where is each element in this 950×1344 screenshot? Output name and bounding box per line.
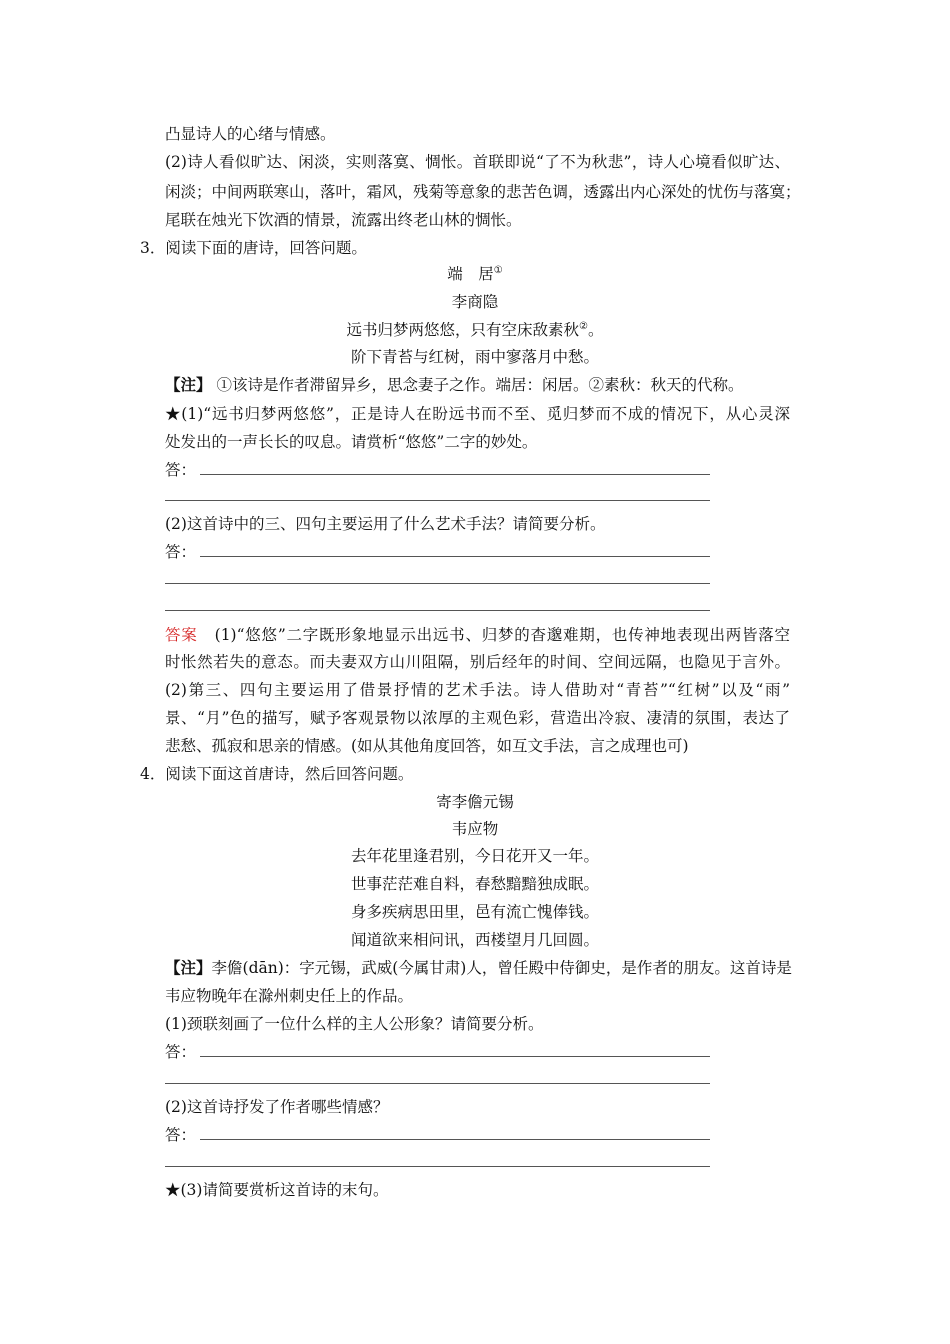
question-3-2: (2)这首诗中的三、四句主要运用了什么艺术手法？请简要分析。 [165, 515, 606, 533]
poem1-line: 阶下青苔与红树，雨中寥落月中愁。 [350, 348, 599, 366]
note-2: 韦应物晚年在滁州刺史任上的作品。 [165, 987, 414, 1005]
question-4-3: ★(3)请简要赏析这首诗的末句。 [165, 1181, 389, 1199]
answer-line[interactable] [165, 1083, 710, 1084]
poem1-author: 李商隐 [451, 293, 499, 311]
answer-text: (2)第三、四句主要运用了借景抒情的艺术手法。诗人借助对“青苔”“红树”以及“雨” [165, 681, 790, 699]
text-line: 尾联在烛光下饮酒的情景，流露出终老山林的惆怅。 [165, 211, 522, 229]
answer-label: 答： [165, 1043, 197, 1061]
answer-text: 时怅然若失的意态。而夫妻双方山川阻隔，别后经年的时间、空间远隔，也隐见于言外。 [165, 653, 790, 671]
answer-line[interactable] [200, 556, 710, 557]
poem2-line: 闻道欲来相问讯，西楼望月几回圆。 [350, 931, 599, 949]
question-4-heading: 4．阅读下面这首唐诗，然后回答问题。 [140, 765, 414, 783]
poem2-line: 身多疾病思田里，邑有流亡愧俸钱。 [350, 903, 599, 921]
question-4-2: (2)这首诗抒发了作者哪些情感？ [165, 1098, 389, 1116]
poem2-line: 去年花里逢君别，今日花开又一年。 [350, 847, 599, 865]
text-line: 凸显诗人的心绪与情感。 [165, 125, 336, 143]
answer-line[interactable] [200, 474, 710, 475]
answer-line[interactable] [200, 1056, 710, 1057]
answer-label: 答： [165, 543, 197, 561]
poem2-line: 世事茫茫难自料，春愁黯黯独成眠。 [350, 875, 599, 893]
answer-text: 景、“月”色的描写，赋予客观景物以浓厚的主观色彩，营造出冷寂、凄清的氛围，表达了 [165, 709, 790, 727]
poem2-author: 韦应物 [451, 820, 499, 838]
text-line: (2)诗人看似旷达、闲淡，实则落寞、惆怅。首联即说“了不为秋悲”，诗人心境看似旷达、 [165, 153, 790, 171]
poem1-title: 端 居① [447, 264, 503, 283]
answer-line[interactable] [165, 610, 710, 611]
answer-tag: 答案 [165, 626, 198, 644]
answer-line[interactable] [200, 1139, 710, 1140]
answer-line[interactable] [165, 500, 710, 501]
answer-line[interactable] [165, 1166, 710, 1167]
question-3-1: ★(1)“远书归梦两悠悠”，正是诗人在盼远书而不至、觅归梦而不成的情况下，从心灵深 [165, 405, 790, 423]
note-2: 【注】李儋(dān)：字元锡，武威(今属甘肃)人，曾任殿中侍御史，是作者的朋友。这首诗是 [165, 958, 792, 977]
note-1: 【注】 ①该诗是作者滞留异乡，思念妻子之作。端居：闲居。②素秋：秋天的代称。 [165, 375, 744, 394]
question-4-1: (1)颈联刻画了一位什么样的主人公形象？请简要分析。 [165, 1015, 544, 1033]
poem2-title: 寄李儋元锡 [436, 793, 514, 811]
footnote-marker: ① [493, 264, 503, 276]
question-3-1: 处发出的一声长长的叹息。请赏析“悠悠”二字的妙处。 [165, 433, 538, 451]
answer-text: 悲愁、孤寂和思亲的情感。(如从其他角度回答，如互文手法，言之成理也可) [165, 737, 689, 755]
question-3-heading: 3．阅读下面的唐诗，回答问题。 [140, 239, 367, 257]
answer-label: 答： [165, 461, 197, 479]
poem1-line: 远书归梦两悠悠，只有空床敌素秋②。 [346, 320, 604, 339]
text-line: 闲淡；中间两联寒山，落叶，霜风，残菊等意象的悲苦色调，透露出内心深处的忧伤与落寞； [165, 183, 801, 201]
answer-line[interactable] [165, 583, 710, 584]
answer-text: 答案 (1)“悠悠”二字既形象地显示出远书、归梦的杳邈难期，也传神地表现出两皆落空 [165, 626, 791, 644]
answer-label: 答： [165, 1126, 197, 1144]
footnote-marker: ② [579, 320, 588, 332]
